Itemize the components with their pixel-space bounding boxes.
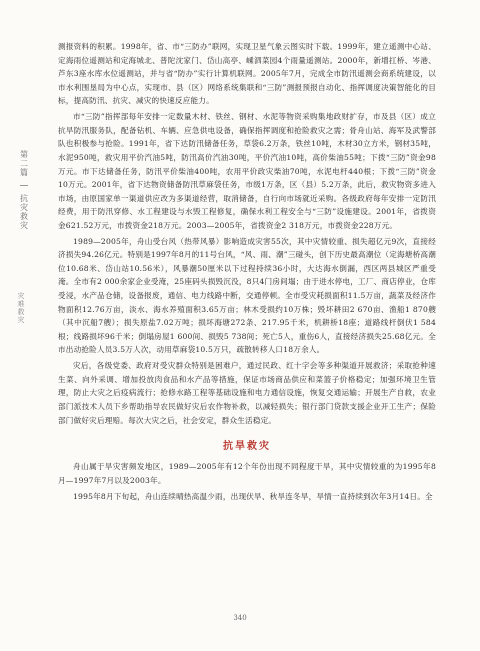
paragraph: 灾后，各级党委、政府对受灾群众特别是困难户，通过民政、红十字会等多种渠道开展救济；采取抢种速生菜、向外采调、增加投放肉食品和水产品等措施，保证市场商品供应和菜篮子价格稳定；加强环境卫生管理，防止大灾之后疫病流行；抢修水路工程等基础设施和电力通信设施，恢复交通运输；开展生产自救，农业部门派技术人员下乡帮助指导农民做好灾后农作物补救，以减轻损失；银行部门贷款支援企业开工生产；保险部门做好灾后理赔。每次大灾之后，社会安定，群众生活稳定。	[58, 361, 436, 425]
side-divider	[20, 185, 28, 186]
side-margin-tab	[14, 150, 34, 230]
section-heading: 抗旱救灾	[223, 441, 271, 453]
side-part-title: 抗灾救灾	[19, 194, 29, 230]
paragraph: 1995年8月下旬起，舟山连续晴热高温少雨，出现伏旱、秋旱连冬旱，旱情一直持续到次年3月14日。全	[73, 491, 433, 501]
page-body	[58, 40, 436, 505]
paragraph: 市“三防”指挥部每年安排一定数量木材、铁丝、钢材、水泥等物资采购集地政财扩存，市及县（区）成立抗旱防汛服务队，配备钻机、车辆、应急供电设备，确保指挥调度和抢险救灾之需；骨舟山站、海军及武警部队也积极参与抢险。1991年，省下达防汛储备任务，草袋6.2万条，铁丝10吨，木材30立方米，钢材35吨，水泥950吨，救灾用平价汽油5吨，防汛高价汽油30吨，平价汽油10吨，高价柴油55吨；下拨“三防”资金98万元。市下达储备任务，防汛平价柴油400吨，农用平价政灾柴油70吨，水泥电杆440根；下拨“三防”资金10万元。2001年，省下达物资储备防汛草麻袋任务，市级1万条，区（县）5.2万条，此后，救灾物资多进入市场，由原国家单一渠道供应改为多渠道经营，取消储备，自行向市场就近采购。各级政府每年安排一定防汛经费，用于防汛穿修、水工程建设与水毁工程修复，确保水利工程安全与“三防”设施建设。2001年，省拨资金621.52万元，市拨资金218万元。2003—2005年，省拨资金2 318万元，市拨资金228万元。	[58, 112, 436, 230]
side-sub-label: 灾难救灾	[17, 292, 25, 324]
paragraph: 测报资料的积累。1998年，省、市“三防办”联网，实现卫星气象云图实时下载。1999年，建立遥测中心站、定海雨位遥测站和定海城北、普陀沈家门、岱山高亭、嵊泗菜园4个雨量遥测站。2000年，新增扛桥、岑港、芦东3座水库水位遥测站，并与省“防办”实行计算机联网。2005年7月，完成全市防汛遥测会商系统建设，以市水利围垦局为中心点，实现市、县（区）网络系统集联和“三防”测报预报自动化、指挥调度决策智能化的目标，提高防汛、抗灾、减灾的快速反应能力。	[58, 42, 436, 106]
page-number: 340	[233, 614, 247, 622]
paragraph: 1989—2005年，舟山受台风（热带风暴）影响造成灾害55次，其中灾情较重、损失超亿元9次，直接经济损失94.26亿元。特别是1997年8月的11号台风，“风、雨、潮”三碰头，创下历史最高潮位（定海塘桥高潮位10.68米、岱山站10.56米），风暴潮50厘米以下过程持续36小时，大达海水倒漏，西区两县城区严重受淹。全市有2 000余家企业受淹，25座码头损毁沉没，8只4门房间塌；由于进水停电，工厂、商店停业，仓库受浸，水产品仓储，设备报废，通信、电力线路中断，交通停顿。全市受灾耗损面积11.5万亩，蔬菜及经济作物面积12.76万亩，淡水、海水养殖面积3.65万亩；林木受损约10万株；毁坏耕田2 670亩、渔船1 870艘（其中沉船7艘）；损失原盐7.02万吨；损坏海塘272条、217.95千米，机耕桥18座；道路线杆倒伏1 584根；线路损坏96千米；倒塌房屋1 600间、损毁5 738间；死亡5人，重伤6人，直接经济损失25.68亿元。全市出动抢险人员3.5万人次，动用草麻袋10.5万只，疏散转移人口18万余人。	[58, 236, 436, 355]
side-part-label: 第二篇	[19, 150, 29, 177]
paragraph: 舟山属于旱灾害频发地区，1989—2005年有12个年份出现不同程度干旱，其中灾情较重的为1995年8月—1997年7月以及2003年。	[58, 462, 436, 485]
